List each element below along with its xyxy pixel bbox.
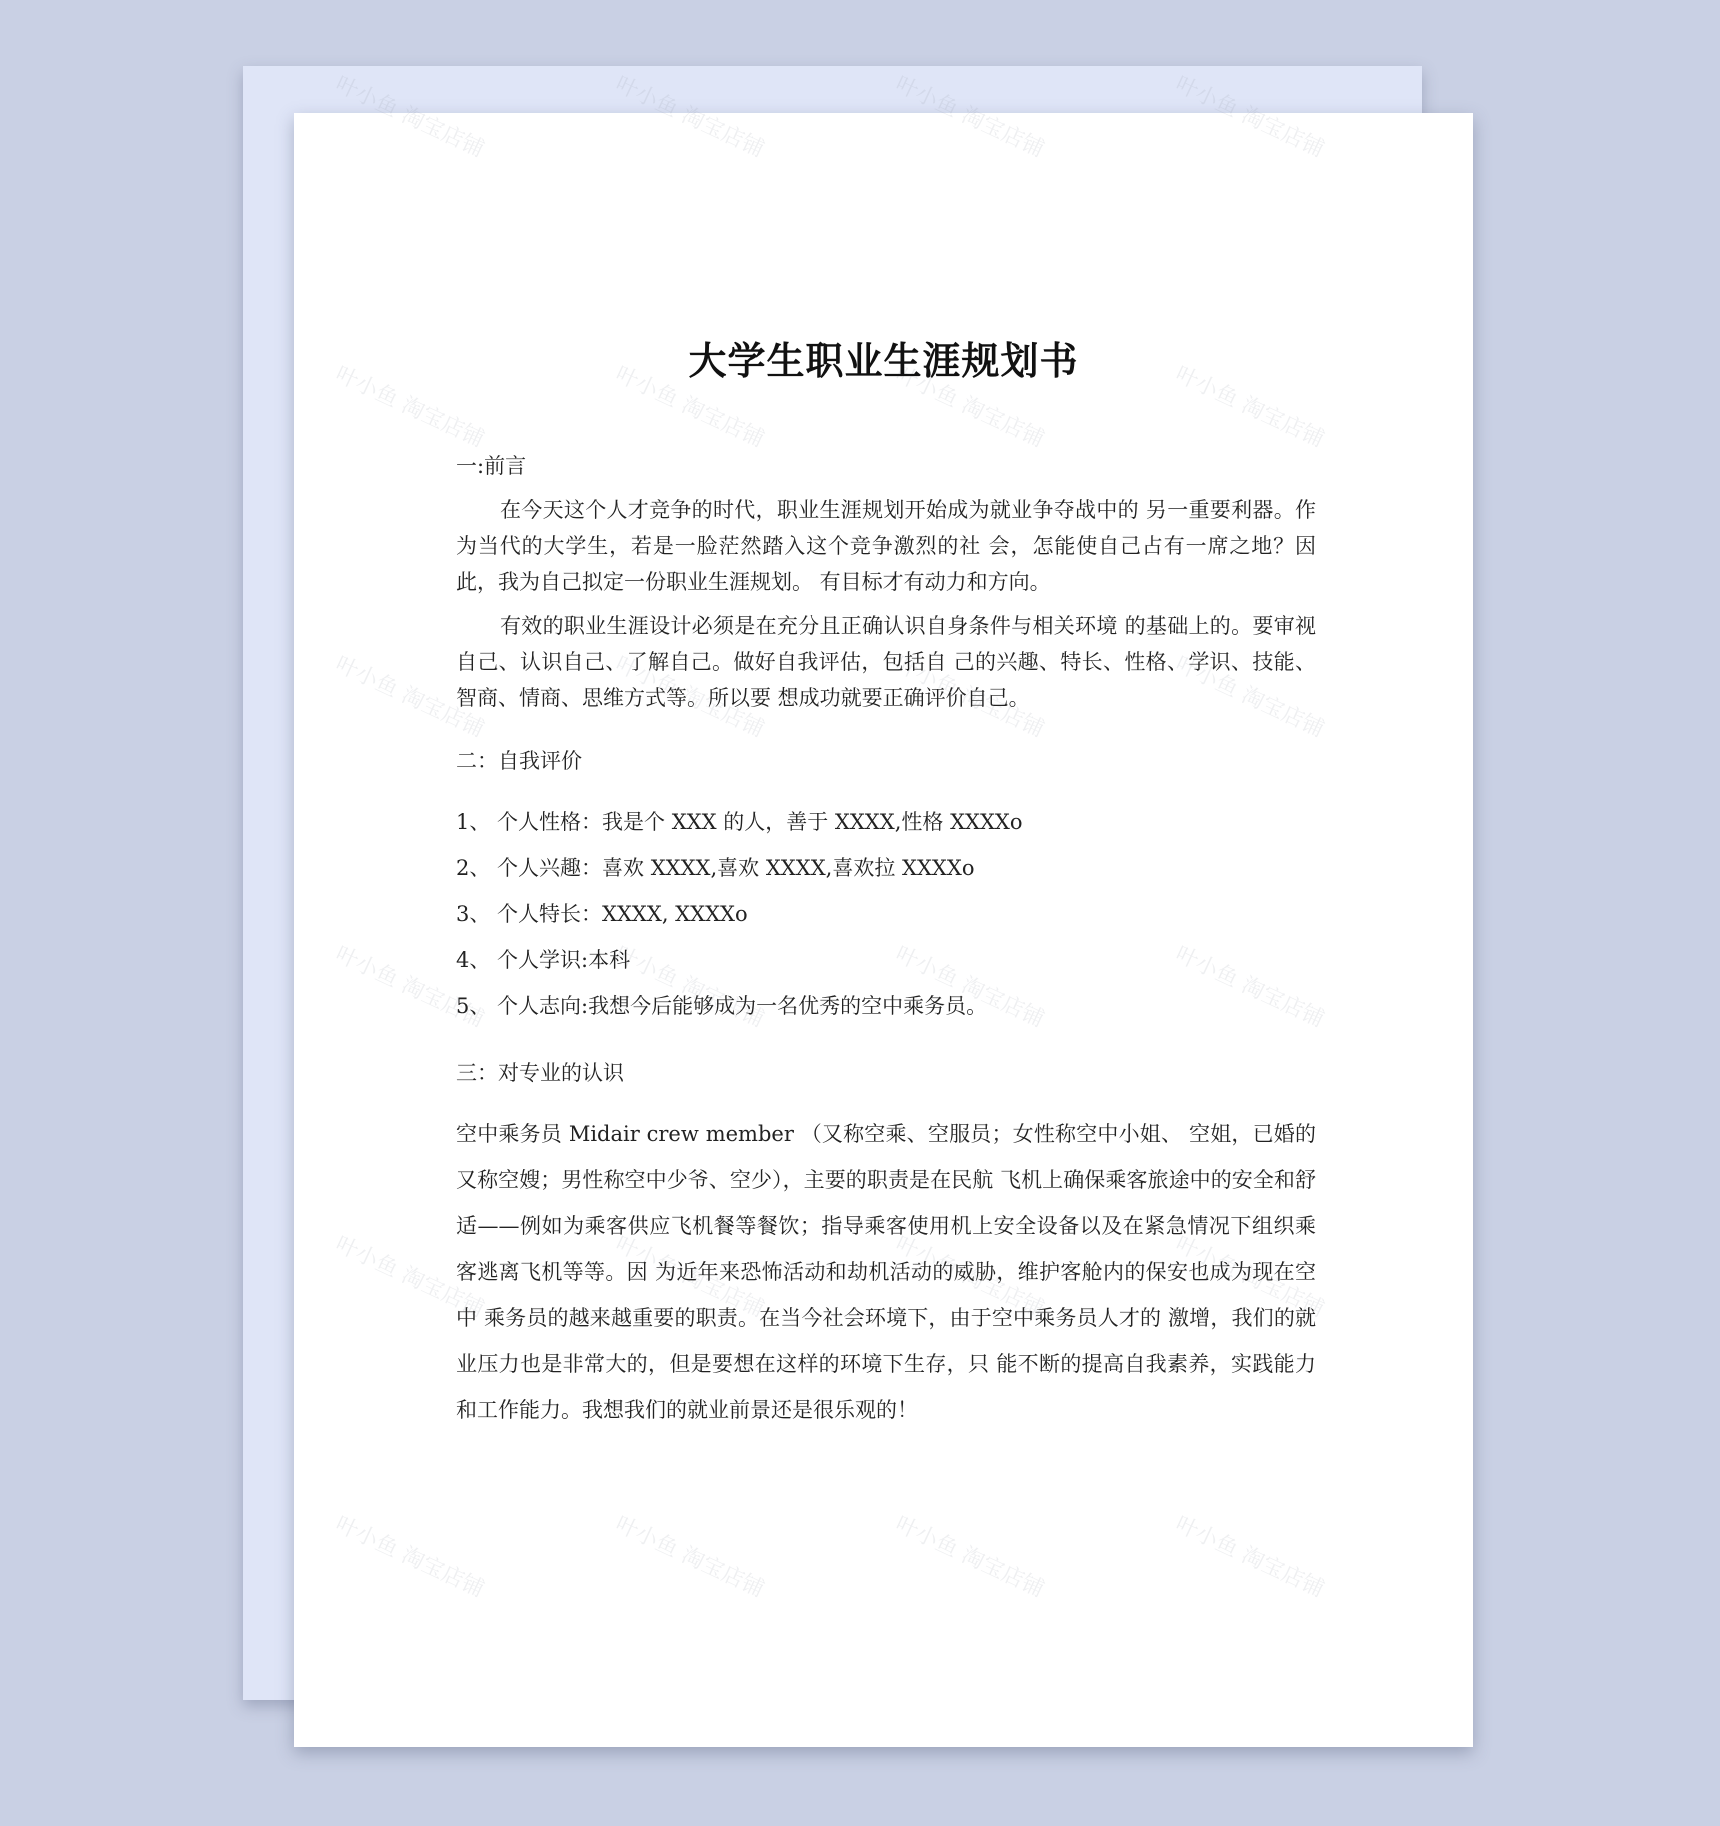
major-paragraph: 空中乘务员 Midair crew member （又称空乘、空服员；女性称空中小姐、 空姐，已婚的又称空嫂；男性称空中少爷、空少），主要的职责是在民航 飞机上确保乘客旅途中的安全和舒适——例如为乘客供应飞机餐等餐饮；指导乘客使用机上安全设备以及在紧急情况下组织乘客逃离飞机等等。因 为近年来恐怖活动和劫机活动的威胁，维护客舱内的保安也成为现在空中 乘务员的越来越重要的职责。在当今社会环境下，由于空中乘务员人才的 激增，我们的就业压力也是非常大的，但是要想在这样的环境下生存，只 能不断的提高自我素养，实践能力和工作能力。我想我们的就业前景还是很乐观的！ — [456, 1122, 1316, 1422]
section-heading-major: 三：对专业的认识 — [456, 1061, 624, 1085]
list-item: 4、 个人学识:本科 — [456, 948, 631, 972]
self-evaluation-list — [456, 799, 1316, 1029]
section-heading-preface: 一:前言 — [456, 454, 527, 478]
list-item: 1、 个人性格：我是个 XXX 的人，善于 XXXX,性格 XXXXo — [456, 810, 1023, 834]
document-body — [456, 448, 1316, 1433]
preface-paragraph: 在今天这个人才竞争的时代，职业生涯规划开始成为就业争夺战中的 另一重要利器。作为当代的大学生，若是一脸茫然踏入这个竞争激烈的社 会，怎能使自己占有一席之地？因此，我为自己拟定一份职业生涯规划。 有目标才有动力和方向。 — [456, 498, 1316, 594]
list-item: 2、 个人兴趣：喜欢 XXXX,喜欢 XXXX,喜欢拉 XXXXo — [456, 856, 975, 880]
list-item: 3、 个人特长：XXXX, XXXXo — [456, 902, 748, 926]
document-title: 大学生职业生涯规划书 — [688, 338, 1079, 383]
section-heading-self-evaluation: 二：自我评价 — [456, 749, 582, 773]
preface-paragraph: 有效的职业生涯设计必须是在充分且正确认识自身条件与相关环境 的基础上的。要审视自己、认识自己、了解自己。做好自我评估，包括自 己的兴趣、特长、性格、学识、技能、智商、情商、思维方式等。所以要 想成功就要正确评价自己。 — [456, 614, 1316, 710]
list-item: 5、 个人志向:我想今后能够成为一名优秀的空中乘务员。 — [456, 994, 988, 1018]
